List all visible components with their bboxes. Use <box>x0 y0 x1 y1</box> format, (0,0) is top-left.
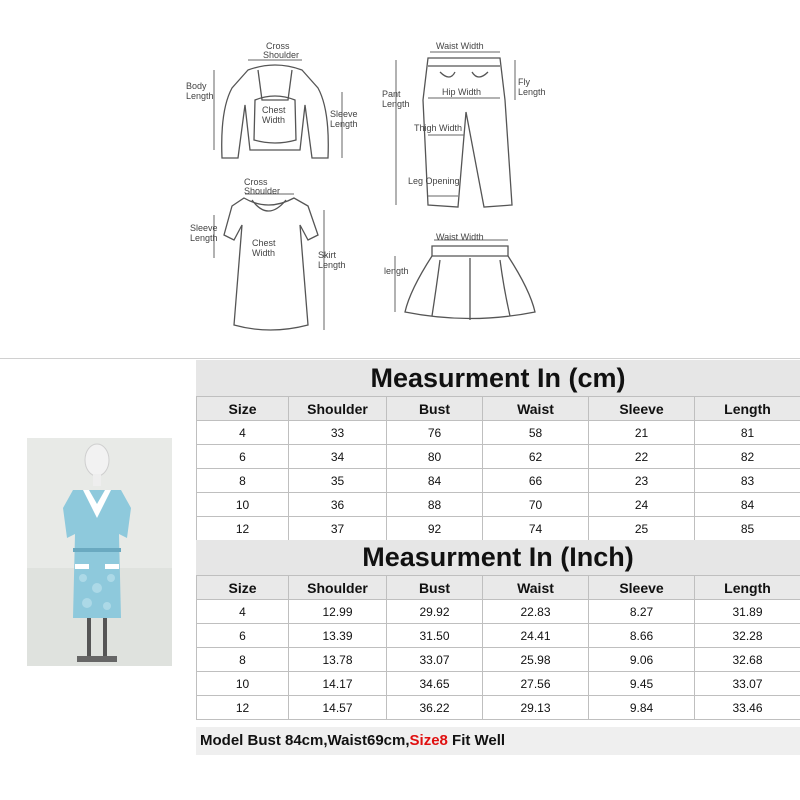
cell: 84 <box>387 469 483 493</box>
svg-text:Length: Length <box>186 91 214 101</box>
cell: 70 <box>483 493 589 517</box>
svg-text:Length: Length <box>518 87 546 97</box>
cell: 82 <box>695 445 800 469</box>
table-row <box>197 624 800 648</box>
cell: 24.41 <box>483 624 589 648</box>
cell: 4 <box>197 421 289 445</box>
label-length: length <box>384 266 409 276</box>
svg-text:Shoulder: Shoulder <box>263 50 300 60</box>
cell: 13.39 <box>289 624 387 648</box>
cell: 33.46 <box>695 696 800 720</box>
cell: 14.57 <box>289 696 387 720</box>
cell: 23 <box>589 469 695 493</box>
product-photo <box>27 438 172 666</box>
label-waist-width: Waist Width <box>436 41 484 51</box>
cell: 32.68 <box>695 648 800 672</box>
cell: 34.65 <box>387 672 483 696</box>
table-title-cm: Measurment In (cm) <box>196 360 800 396</box>
cell: 37 <box>289 517 387 541</box>
svg-text:Length: Length <box>330 119 358 129</box>
cell: 29.13 <box>483 696 589 720</box>
table-row <box>197 421 800 445</box>
cell: 13.78 <box>289 648 387 672</box>
cell: 8 <box>197 648 289 672</box>
table-row <box>197 648 800 672</box>
header-sleeve: Sleeve <box>589 576 695 600</box>
cell: 36 <box>289 493 387 517</box>
cell: 12.99 <box>289 600 387 624</box>
cell: 24 <box>589 493 695 517</box>
size-table-inch <box>196 575 800 720</box>
diagram-labels <box>186 41 546 276</box>
fit-note <box>196 727 800 755</box>
divider <box>0 358 800 359</box>
cell: 8 <box>197 469 289 493</box>
table-row <box>197 493 800 517</box>
table-row <box>197 696 800 720</box>
cell: 27.56 <box>483 672 589 696</box>
cell: 33 <box>289 421 387 445</box>
table-row <box>197 517 800 541</box>
table-row <box>197 672 800 696</box>
label-hip-width: Hip Width <box>442 87 482 97</box>
label-leg-opening: Leg Opening <box>408 176 460 186</box>
cell: 9.06 <box>589 648 695 672</box>
label-thigh-width: Thigh Width <box>414 123 463 133</box>
table-title-inch: Measurment In (Inch) <box>196 540 800 575</box>
cell: 81 <box>695 421 800 445</box>
cell: 12 <box>197 696 289 720</box>
table-header-row <box>197 397 800 421</box>
table-header-row <box>197 576 800 600</box>
label-skirt-length: Skirt <box>318 250 336 260</box>
label-dress-sleeve-length: Sleeve <box>190 223 218 233</box>
cell: 80 <box>387 445 483 469</box>
cell: 76 <box>387 421 483 445</box>
label-fly-length: Fly <box>518 77 530 87</box>
cell: 25 <box>589 517 695 541</box>
label-pant-length: Pant <box>382 89 401 99</box>
cell: 35 <box>289 469 387 493</box>
label-skirt-waist-width: Waist Width <box>436 232 484 242</box>
svg-text:Length: Length <box>190 233 218 243</box>
fit-note-size: Size8 <box>409 732 448 749</box>
fit-note-prefix: Model Bust 84cm,Waist69cm, <box>200 732 410 749</box>
cell: 9.84 <box>589 696 695 720</box>
cell: 36.22 <box>387 696 483 720</box>
cell: 31.89 <box>695 600 800 624</box>
cell: 62 <box>483 445 589 469</box>
table-row <box>197 469 800 493</box>
header-size: Size <box>197 576 289 600</box>
cell: 10 <box>197 672 289 696</box>
garment-sketches <box>0 0 800 358</box>
cell: 14.17 <box>289 672 387 696</box>
svg-text:Width: Width <box>262 115 286 125</box>
svg-text:Length: Length <box>318 260 346 270</box>
header-waist: Waist <box>483 397 589 421</box>
label-dress-cross-shoulder: Cross <box>244 177 268 187</box>
header-size: Size <box>197 397 289 421</box>
cell: 8.66 <box>589 624 695 648</box>
cell: 58 <box>483 421 589 445</box>
table-row <box>197 600 800 624</box>
cell: 29.92 <box>387 600 483 624</box>
cell: 6 <box>197 624 289 648</box>
header-shoulder: Shoulder <box>289 576 387 600</box>
label-chest-width: Chest <box>262 105 286 115</box>
header-bust: Bust <box>387 576 483 600</box>
cell: 31.50 <box>387 624 483 648</box>
dress-sketch <box>224 198 318 330</box>
label-sleeve-length: Sleeve <box>330 109 358 119</box>
cell: 88 <box>387 493 483 517</box>
cell: 92 <box>387 517 483 541</box>
cell: 22 <box>589 445 695 469</box>
cell: 34 <box>289 445 387 469</box>
label-cross-shoulder: Cross <box>266 41 290 51</box>
cell: 8.27 <box>589 600 695 624</box>
cell: 32.28 <box>695 624 800 648</box>
header-waist: Waist <box>483 576 589 600</box>
cell: 21 <box>589 421 695 445</box>
svg-text:Width: Width <box>252 248 276 258</box>
label-body-length: Body <box>186 81 207 91</box>
cell: 10 <box>197 493 289 517</box>
header-length: Length <box>695 576 800 600</box>
cell: 12 <box>197 517 289 541</box>
cell: 22.83 <box>483 600 589 624</box>
cell: 83 <box>695 469 800 493</box>
measurement-diagrams <box>0 0 800 358</box>
cell: 66 <box>483 469 589 493</box>
cell: 33.07 <box>695 672 800 696</box>
skirt-sketch <box>405 246 535 320</box>
table-row <box>197 445 800 469</box>
svg-text:Shoulder: Shoulder <box>244 186 281 196</box>
fit-note-suffix: Fit Well <box>447 732 506 749</box>
cell: 9.45 <box>589 672 695 696</box>
svg-text:Length: Length <box>382 99 410 109</box>
cell: 6 <box>197 445 289 469</box>
cell: 4 <box>197 600 289 624</box>
cell: 74 <box>483 517 589 541</box>
header-sleeve: Sleeve <box>589 397 695 421</box>
cell: 33.07 <box>387 648 483 672</box>
header-bust: Bust <box>387 397 483 421</box>
size-table-cm <box>196 396 800 541</box>
cell: 85 <box>695 517 800 541</box>
header-shoulder: Shoulder <box>289 397 387 421</box>
cell: 84 <box>695 493 800 517</box>
cell: 25.98 <box>483 648 589 672</box>
label-dress-chest-width: Chest <box>252 238 276 248</box>
header-length: Length <box>695 397 800 421</box>
